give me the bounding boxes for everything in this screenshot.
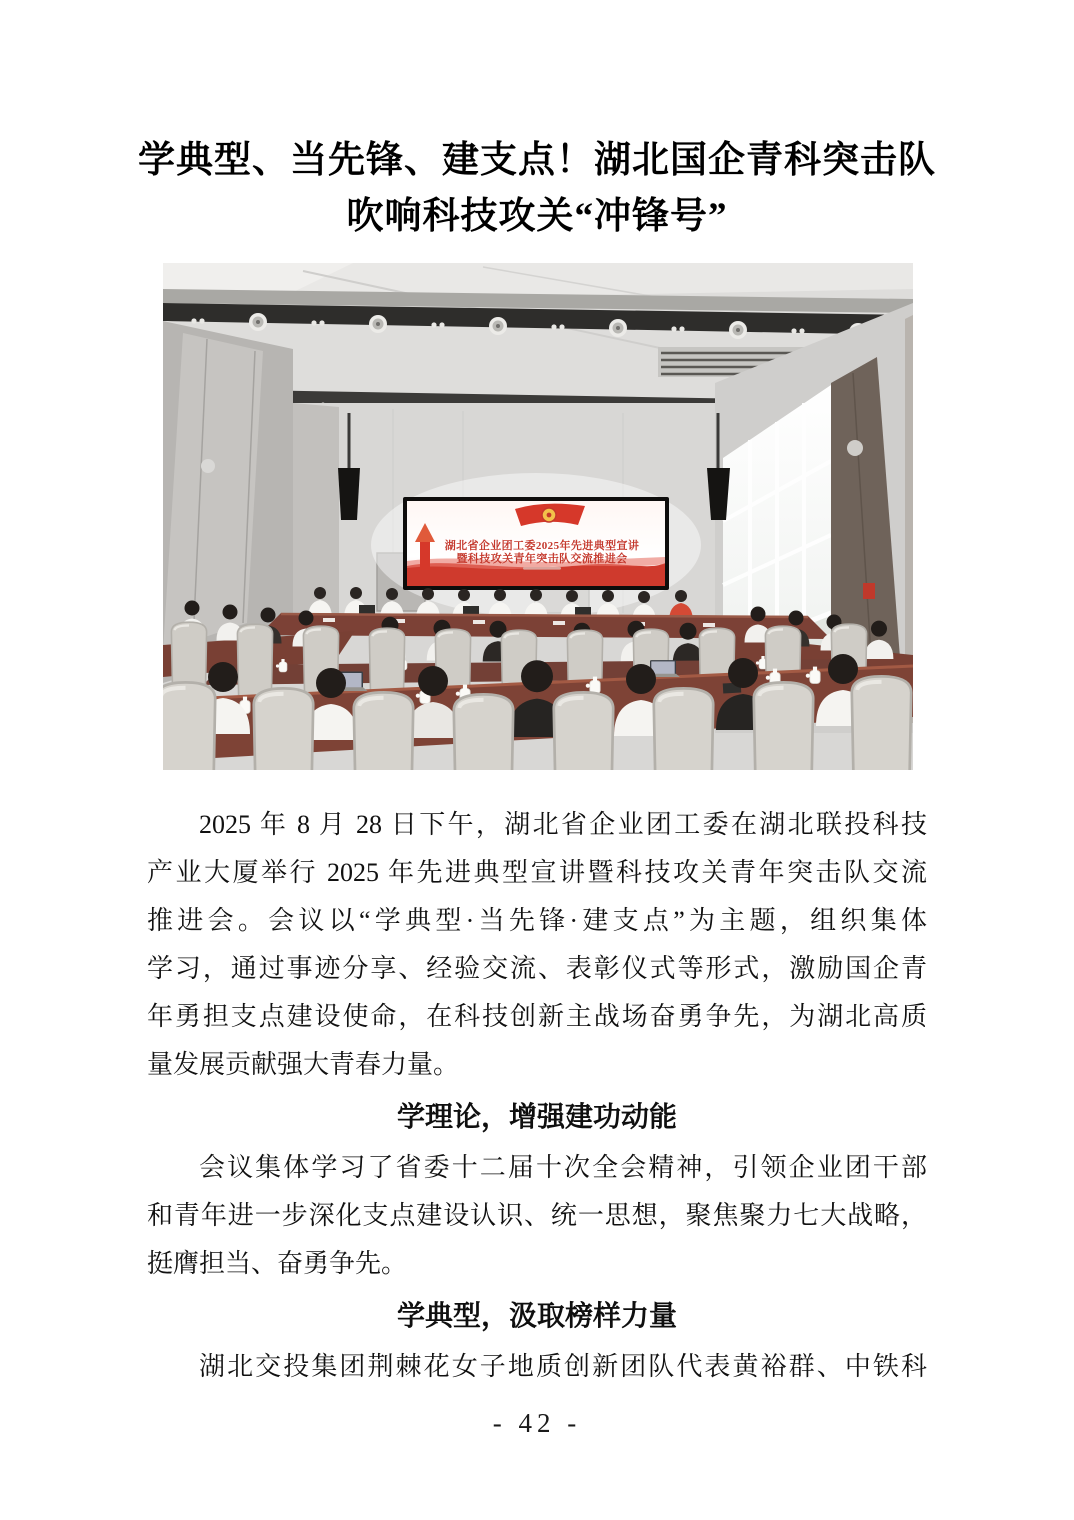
text-line: 量发展贡献强大青春力量。 <box>147 1050 460 1079</box>
text-line: 和青年进一步深化支点建设认识、统一思想，聚焦聚力七大战略， <box>147 1201 927 1230</box>
text-line: 学习，通过事迹分享、经验交流、表彰仪式等形式，激励国企青 <box>147 954 927 983</box>
flag-emblem <box>515 504 585 526</box>
text-line: 2025 年 8 月 28 日下午，湖北省企业团工委在湖北联投科技 <box>199 810 927 839</box>
text-line: 会议集体学习了省委十二届十次全会精神，引领企业团干部 <box>199 1153 927 1182</box>
document-title-line1: 学典型、当先锋、建支点！湖北国企青科突击队 <box>138 140 936 181</box>
page-number: - 42 - <box>492 1408 582 1438</box>
text-line: 湖北交投集团荆棘花女子地质创新团队代表黄裕群、中铁科 <box>199 1352 927 1381</box>
text-line: 产业大厦举行 2025 年先进典型宣讲暨科技攻关青年突击队交流 <box>147 858 927 887</box>
text-line: 年勇担支点建设使命，在科技创新主战场奋勇争先，为湖北高质 <box>147 1002 927 1031</box>
text-line: 推进会。会议以“学典型·当先锋·建支点”为主题，组织集体 <box>147 906 927 935</box>
screen-date-line <box>523 567 561 570</box>
text-line: 挺膺担当、奋勇争先。 <box>147 1249 408 1278</box>
meeting-photo <box>163 263 913 770</box>
paragraph-1 <box>147 801 927 1089</box>
document-title-line2: 吹响科技攻关“冲锋号” <box>346 196 728 237</box>
paragraph-3 <box>147 1343 927 1391</box>
screen-title-line1: 湖北省企业团工委2025年先进典型宣讲 <box>444 540 640 552</box>
paragraph-2 <box>147 1144 927 1288</box>
document-body <box>147 801 927 1391</box>
screen-title-line2: 暨科技攻关青年突击队交流推进会 <box>456 553 628 565</box>
section-heading-1: 学理论，增强建功动能 <box>396 1102 677 1133</box>
fire-sign <box>863 583 875 599</box>
document-title <box>0 133 1074 245</box>
section-heading-2: 学典型，汲取榜样力量 <box>396 1301 677 1332</box>
